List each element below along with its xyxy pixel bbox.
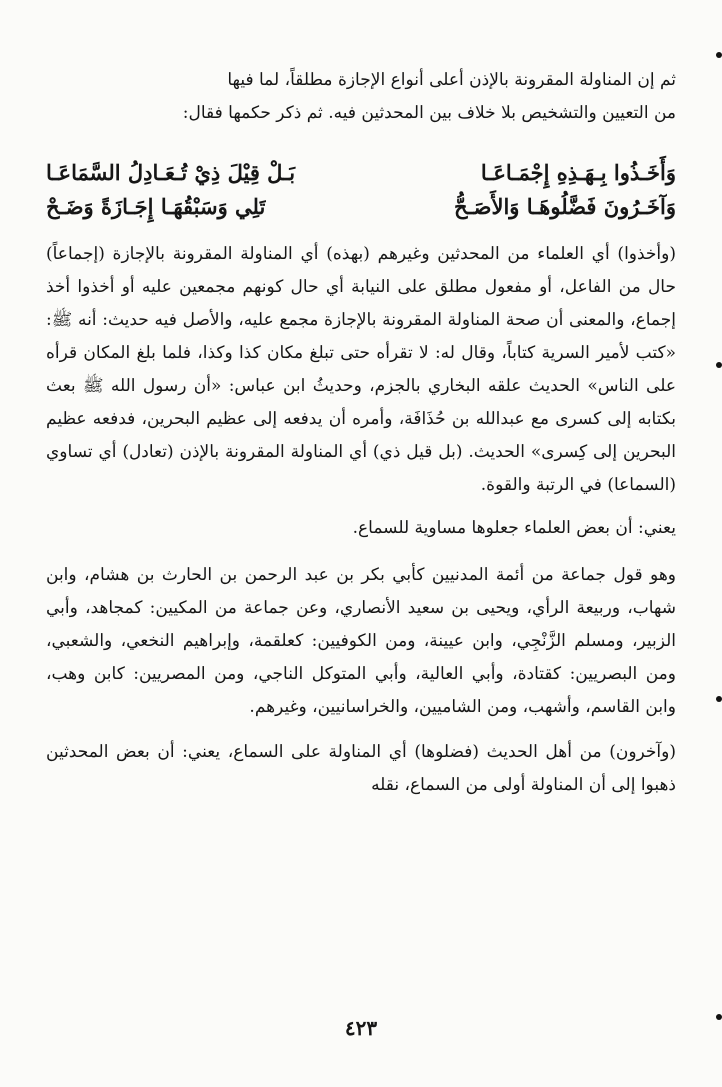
verse-line-2	[46, 190, 676, 224]
page-body	[46, 58, 676, 802]
scholars-paragraph: وهو قول جماعة من أئمة المدنيين كأبي بكر بن عبد الرحمن بن الحارث بن هشام، وابن شهاب، وربيعة الرأي، ويحيى بن سعيد الأنصاري، وعن جماعة من المكيين: كمجاهد، وأبي الزبير، ومسلم الزَّنْجِي، وابن عيينة، ومن الكوفيين: كعلقمة، وإبراهيم النخعي، والشعبي، ومن البصريين: كقتادة، وأبي العالية، وأبي المتوكل الناجي، ومن المصريين: كابن وهب، وابن القاسم، وأشهب، ومن الشاميين، والخراسانيين، وغيرهم.	[46, 565, 676, 717]
page-number: ٤٢٣	[344, 1016, 378, 1040]
edge-mark	[716, 696, 722, 702]
others-paragraph: (وآخرون) من أهل الحديث (فضلوها) أي المناولة على السماع، يعني: أن بعض المحدثين ذهبوا إلى أن المناولة أولى من السماع، نقله	[46, 742, 676, 795]
commentary-paragraph: (وأخذوا) أي العلماء من المحدثين وغيرهم (بهذه) أي المناولة المقرونة بالإجازة (إجماعاً) حال من الفاعل، أو مفعول مطلق على النيابة أي حال كونهم مجمعين عليه أو أخذوا أخذ إجماع، والمعنى أن صحة المناولة المقرونة بالإجازة مجمع عليه، والأصل فيه حديث: أنه ﷺ: «كتب لأمير السرية كتاباً، وقال له: لا تقرأه حتى تبلغ مكان كذا وكذا، فلما بلغ المكان قرأه على الناس» الحديث علقه البخاري بالجزم، وحديثُ ابن عباس: «أن رسول الله ﷺ بعث بكتابه إلى كسرى مع عبدالله بن حُذَافَة، وأمره أن يدفعه إلى عظيم البحرين، فدفعه عظيم البحرين إلى كِسرى» الحديث. (بل قيل ذي) أي المناولة المقرونة بالإذن (تعادل) أي تساوي (السماعا) في الرتبة والقوة.	[46, 244, 676, 495]
verse-hemistich: بَـلْ قِيْلَ ذِيْ تُـعَـادِلُ السَّمَاعَـا	[46, 160, 296, 185]
verse-hemistich: وَآخَـرُونَ فَضَّلُوهَـا وَالأَصَـحُّ	[453, 194, 676, 219]
edge-mark	[716, 1014, 722, 1020]
poem-verse	[46, 156, 676, 224]
verse-hemistich: وَأَخَـذُوا بِـهَـذِهِ إِجْمَـاعَـا	[480, 160, 676, 185]
verse-hemistich: تَلِي وَسَبْقُهَـا إِجَـازَةً وَضَـحْ	[46, 194, 266, 219]
verse-line-1	[46, 156, 676, 190]
intro-paragraph	[46, 64, 676, 130]
intro-line: ثم إن المناولة المقرونة بالإذن أعلى أنواع الإجازة مطلقاً، لما فيها	[227, 70, 676, 90]
clarification-paragraph: يعني: أن بعض العلماء جعلوها مساوية للسماع.	[352, 518, 676, 538]
edge-mark	[716, 362, 722, 368]
intro-line: من التعيين والتشخيص بلا خلاف بين المحدثين فيه. ثم ذكر حكمها فقال:	[182, 103, 676, 123]
edge-mark	[716, 52, 722, 58]
